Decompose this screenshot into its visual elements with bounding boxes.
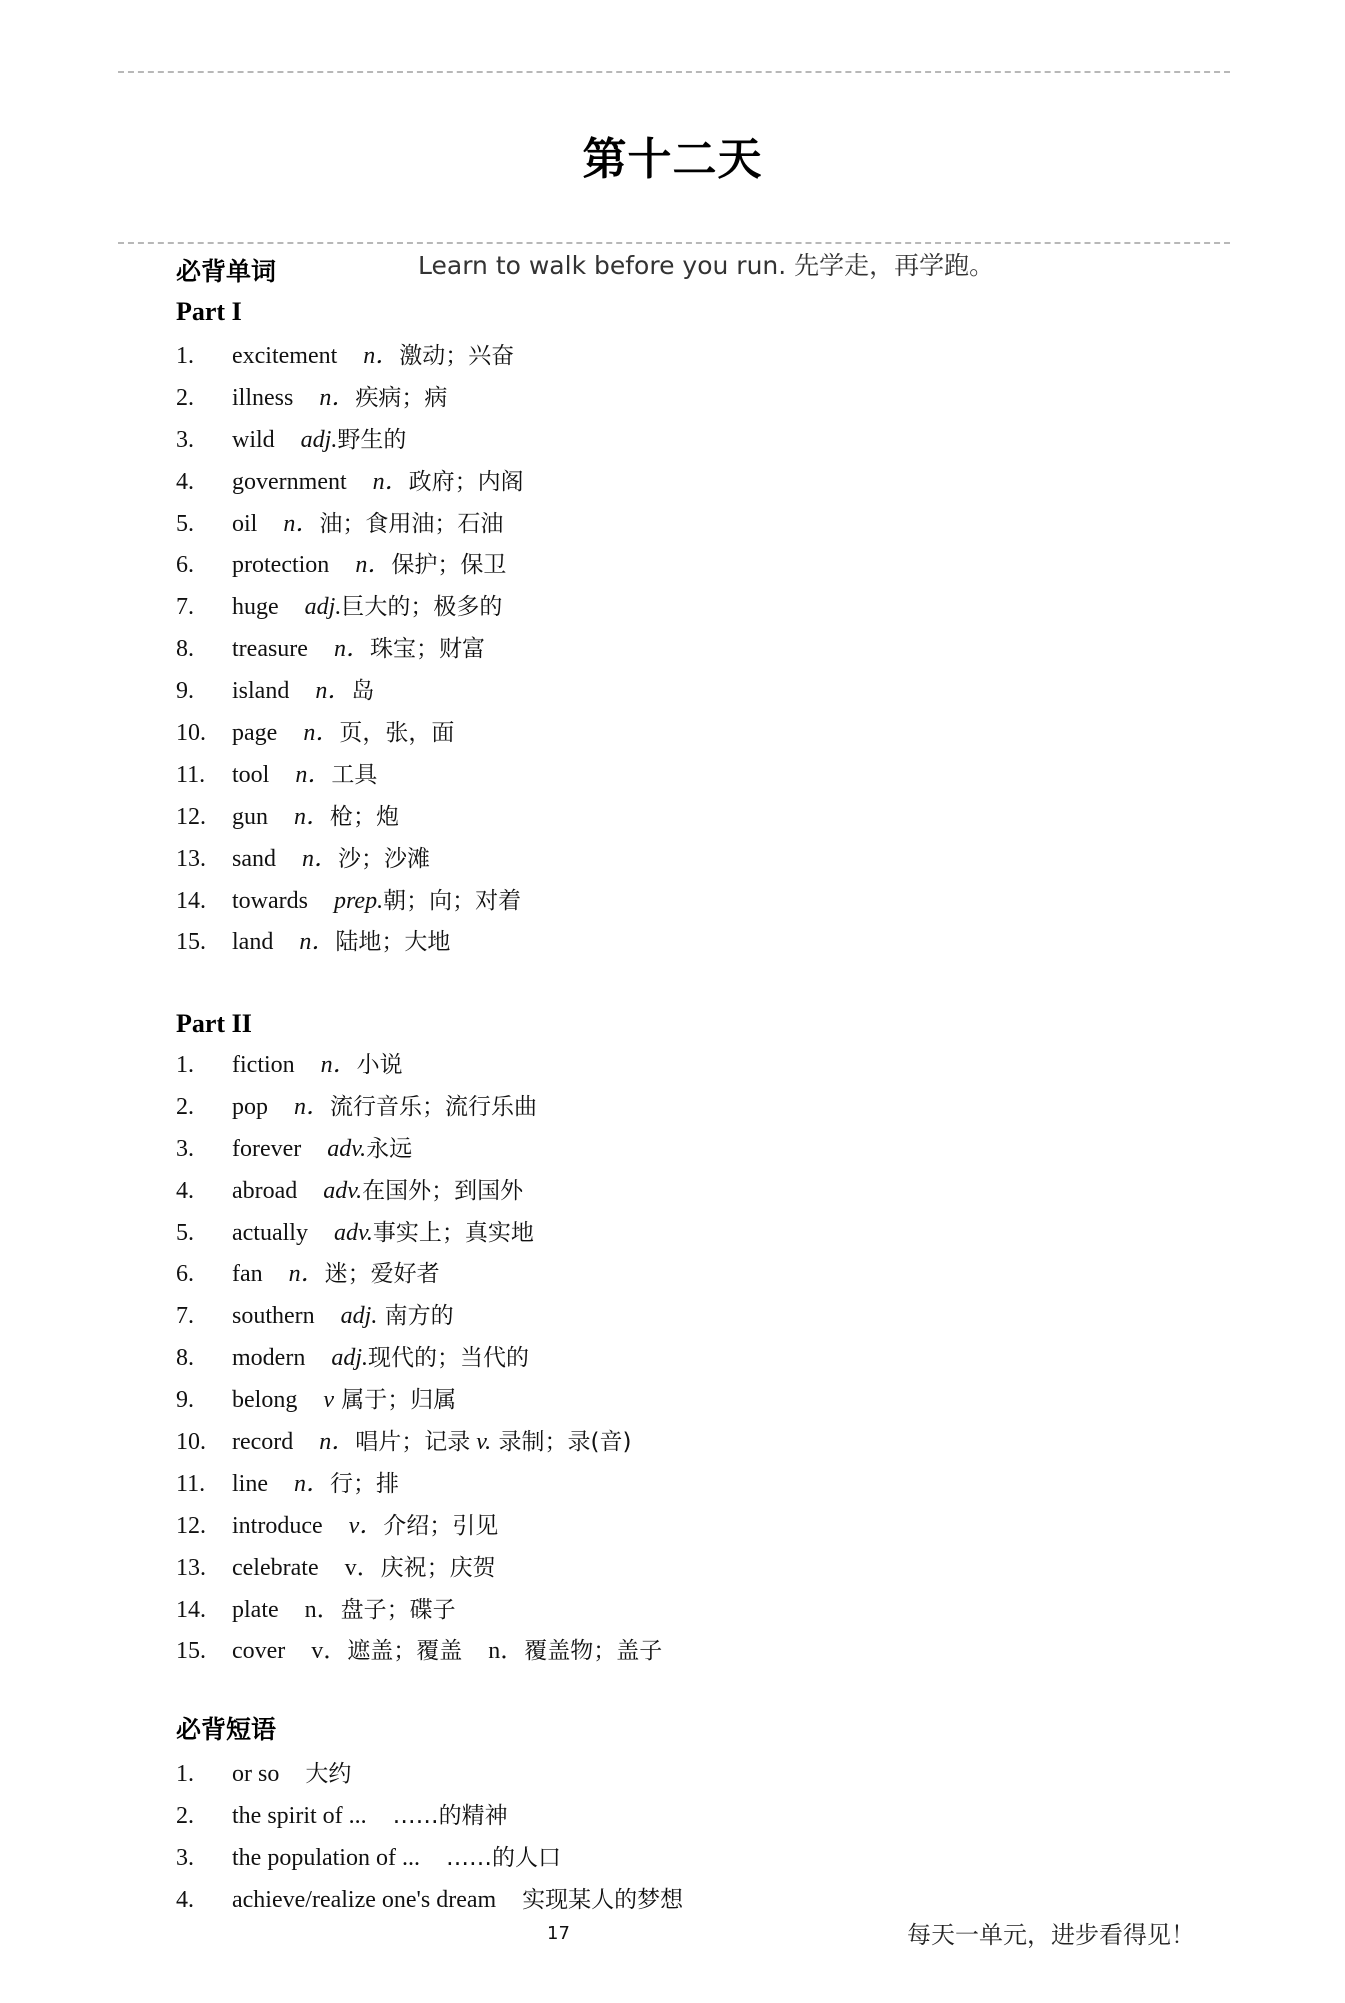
phrase: the population of ... <box>232 1844 420 1871</box>
meaning: 盘子；碟子 <box>340 1596 456 1623</box>
word-item <box>176 1129 662 1171</box>
item-number: 10. <box>176 1429 206 1456</box>
part-of-speech: n． <box>294 1093 330 1120</box>
item-number: 5. <box>176 510 194 537</box>
meaning: 介绍；引见 <box>383 1512 499 1539</box>
meaning: 野生的 <box>337 426 407 453</box>
word-item <box>176 1464 662 1506</box>
item-number: 8. <box>176 1345 194 1372</box>
word-item <box>176 671 524 713</box>
item-number: 3. <box>176 1844 194 1871</box>
part-of-speech: adj. <box>340 1303 378 1330</box>
meaning: 珠宝；财富 <box>369 636 485 663</box>
meaning: ……的精神 <box>392 1802 508 1829</box>
meaning: 实现某人的梦想 <box>522 1886 684 1913</box>
word: excitement <box>232 343 338 369</box>
word: protection <box>232 552 330 579</box>
word-item <box>176 545 524 587</box>
part-of-speech: v <box>323 1387 334 1414</box>
part-of-speech: n． <box>294 803 330 830</box>
part-of-speech: adj. <box>331 1345 368 1372</box>
meaning: 唱片；记录 <box>355 1429 471 1456</box>
word-item <box>176 1045 662 1087</box>
part-of-speech: v． <box>344 1554 381 1581</box>
phrases-section-heading: 必背短语 <box>176 1715 277 1744</box>
meaning: 在国外；到国外 <box>362 1177 524 1204</box>
vocab-section-heading: 必背单词 <box>176 257 277 286</box>
word-item <box>176 797 524 839</box>
word: forever <box>232 1135 302 1162</box>
word: fan <box>232 1261 263 1288</box>
word-item <box>176 1422 662 1464</box>
part-of-speech: n． <box>319 1429 356 1456</box>
item-number: 9. <box>176 1387 194 1414</box>
part-of-speech: n． <box>304 1596 341 1623</box>
part-of-speech: n． <box>299 929 336 956</box>
footer-slogan: 每天一单元，进步看得见！ <box>907 1921 1195 1949</box>
word: fiction <box>232 1052 295 1078</box>
word-item <box>176 881 524 923</box>
word: introduce <box>232 1512 323 1539</box>
item-number: 11. <box>176 761 206 788</box>
word-item <box>176 1380 662 1422</box>
part-of-speech: adj. <box>300 426 338 453</box>
item-number: 4. <box>176 468 194 495</box>
part2-heading: Part II <box>176 1009 252 1038</box>
item-number: 2. <box>176 384 194 411</box>
phrase-list <box>176 1754 683 1922</box>
meaning: 激动；兴奋 <box>399 343 515 369</box>
part-of-speech: n． <box>294 1470 330 1497</box>
word: modern <box>232 1345 306 1372</box>
word: belong <box>232 1387 298 1414</box>
part-of-speech: n． <box>319 384 356 411</box>
word-item <box>176 1590 662 1632</box>
word-item <box>176 1087 662 1129</box>
word: oil <box>232 510 258 537</box>
word-item <box>176 1338 662 1380</box>
item-number: 14. <box>176 1596 206 1623</box>
item-number: 7. <box>176 1303 194 1330</box>
part-of-speech: n． <box>355 552 392 579</box>
word-item <box>176 378 524 420</box>
item-number: 3. <box>176 1135 194 1162</box>
word-item <box>176 629 524 671</box>
part-of-speech: adv. <box>333 1219 373 1246</box>
word: pop <box>232 1093 268 1120</box>
part-of-speech-2: v. <box>470 1429 492 1456</box>
meaning: 现代的；当代的 <box>367 1345 529 1372</box>
word: line <box>232 1470 268 1497</box>
item-number: 3. <box>176 426 194 453</box>
item-number: 1. <box>176 1761 194 1787</box>
item-number: 4. <box>176 1886 194 1913</box>
word: wild <box>232 426 275 453</box>
item-number: 1. <box>176 343 194 369</box>
part-of-speech: n． <box>363 343 400 369</box>
item-number: 5. <box>176 1219 194 1246</box>
item-number: 11. <box>176 1470 206 1497</box>
word: plate <box>232 1596 279 1623</box>
item-number: 6. <box>176 552 194 579</box>
word: land <box>232 929 274 956</box>
meaning: 永远 <box>366 1135 413 1162</box>
word: gun <box>232 803 268 830</box>
word: actually <box>232 1219 308 1246</box>
page-title: 第十二天 <box>582 134 763 185</box>
item-number: 15. <box>176 929 206 956</box>
item-number: 2. <box>176 1802 194 1829</box>
word: sand <box>232 845 276 872</box>
phrase: achieve/realize one's dream <box>232 1886 497 1913</box>
part-of-speech: v． <box>348 1512 384 1539</box>
meaning: 政府；内阁 <box>408 468 524 495</box>
page-number: 17 <box>547 1923 570 1944</box>
part-of-speech: n． <box>303 720 340 747</box>
meaning: 小说 <box>356 1052 403 1078</box>
word: towards <box>232 887 308 914</box>
meaning: 工具 <box>331 761 378 788</box>
top-dashed-divider <box>118 71 1230 73</box>
word: treasure <box>232 636 308 663</box>
word-item <box>176 713 524 755</box>
part-of-speech: adv. <box>323 1177 363 1204</box>
part-of-speech: n． <box>315 678 352 705</box>
part-of-speech: n． <box>320 1052 357 1078</box>
meaning: 庆祝；庆贺 <box>380 1554 496 1581</box>
meaning: 巨大的；极多的 <box>341 594 503 621</box>
meaning: ……的人口 <box>445 1844 561 1871</box>
word-item <box>176 922 524 964</box>
part-of-speech: n． <box>333 636 370 663</box>
word: island <box>232 678 290 705</box>
meaning: 枪；炮 <box>330 803 399 830</box>
meaning: 页，张，面 <box>339 720 455 747</box>
word-item <box>176 1254 662 1296</box>
word-item <box>176 336 524 378</box>
part-of-speech: n． <box>288 1261 325 1288</box>
word: cover <box>232 1638 286 1665</box>
part-of-speech: adv. <box>327 1135 367 1162</box>
meaning: 陆地；大地 <box>335 929 451 956</box>
meaning: 流行音乐；流行乐曲 <box>330 1093 537 1120</box>
meaning-2: 录制；录(音) <box>491 1429 632 1456</box>
part-of-speech: v． <box>311 1638 348 1665</box>
word-item <box>176 420 524 462</box>
meaning: 疾病；病 <box>355 384 448 411</box>
item-number: 12. <box>176 1512 206 1539</box>
meaning: 迷；爱好者 <box>324 1261 440 1288</box>
phrase-item <box>176 1838 683 1880</box>
meaning-2: 覆盖物；盖子 <box>524 1638 663 1665</box>
meaning: 大约 <box>305 1761 352 1787</box>
word: celebrate <box>232 1554 319 1581</box>
word: illness <box>232 384 294 411</box>
part-of-speech: n． <box>283 510 320 537</box>
word: southern <box>232 1303 315 1330</box>
item-number: 7. <box>176 594 194 621</box>
motto: Learn to walk before you run. 先学走，再学跑。 <box>418 251 995 280</box>
meaning: 事实上；真实地 <box>372 1219 534 1246</box>
meaning: 属于；归属 <box>333 1387 457 1414</box>
part-of-speech: n． <box>302 845 338 872</box>
item-number: 12. <box>176 803 206 830</box>
part-of-speech-2: n． <box>488 1638 525 1665</box>
meaning: 岛 <box>351 678 375 705</box>
word-item <box>176 1171 662 1213</box>
item-number: 8. <box>176 636 194 663</box>
word-item <box>176 1506 662 1548</box>
meaning: 遮盖；覆盖 <box>347 1638 463 1665</box>
part-of-speech: prep. <box>333 887 384 914</box>
word-item <box>176 504 524 546</box>
word-item <box>176 839 524 881</box>
phrase-item <box>176 1880 683 1922</box>
word: record <box>232 1429 294 1456</box>
part1-word-list <box>176 336 524 964</box>
word-item <box>176 1213 662 1255</box>
header-dashed-divider <box>118 242 1230 244</box>
word-item <box>176 1548 662 1590</box>
word: tool <box>232 761 270 788</box>
word-item <box>176 755 524 797</box>
part1-heading: Part I <box>176 297 242 326</box>
phrase-item <box>176 1754 683 1796</box>
item-number: 13. <box>176 1554 206 1581</box>
part-of-speech: n． <box>295 761 332 788</box>
item-number: 10. <box>176 720 206 747</box>
word-item <box>176 587 524 629</box>
word-item <box>176 462 524 504</box>
item-number: 4. <box>176 1177 194 1204</box>
item-number: 6. <box>176 1261 194 1288</box>
meaning: 行；排 <box>330 1470 399 1497</box>
item-number: 14. <box>176 887 206 914</box>
part2-word-list <box>176 1045 662 1673</box>
part-of-speech: n． <box>372 468 409 495</box>
word: abroad <box>232 1177 298 1204</box>
item-number: 13. <box>176 845 206 872</box>
meaning: 油；食用油；石油 <box>319 510 504 537</box>
item-number: 15. <box>176 1638 206 1665</box>
item-number: 9. <box>176 678 194 705</box>
phrase: or so <box>232 1761 280 1787</box>
meaning: 保护；保卫 <box>391 552 507 579</box>
phrase: the spirit of ... <box>232 1802 367 1829</box>
item-number: 2. <box>176 1093 194 1120</box>
meaning: 朝；向；对着 <box>383 887 522 914</box>
word: government <box>232 468 347 495</box>
meaning: 南方的 <box>377 1303 454 1330</box>
meaning: 沙；沙滩 <box>338 845 430 872</box>
item-number: 1. <box>176 1052 194 1078</box>
phrase-item <box>176 1796 683 1838</box>
word: huge <box>232 594 279 621</box>
word-item <box>176 1296 662 1338</box>
word: page <box>232 720 278 747</box>
word-item <box>176 1631 662 1673</box>
part-of-speech: adj. <box>304 594 342 621</box>
